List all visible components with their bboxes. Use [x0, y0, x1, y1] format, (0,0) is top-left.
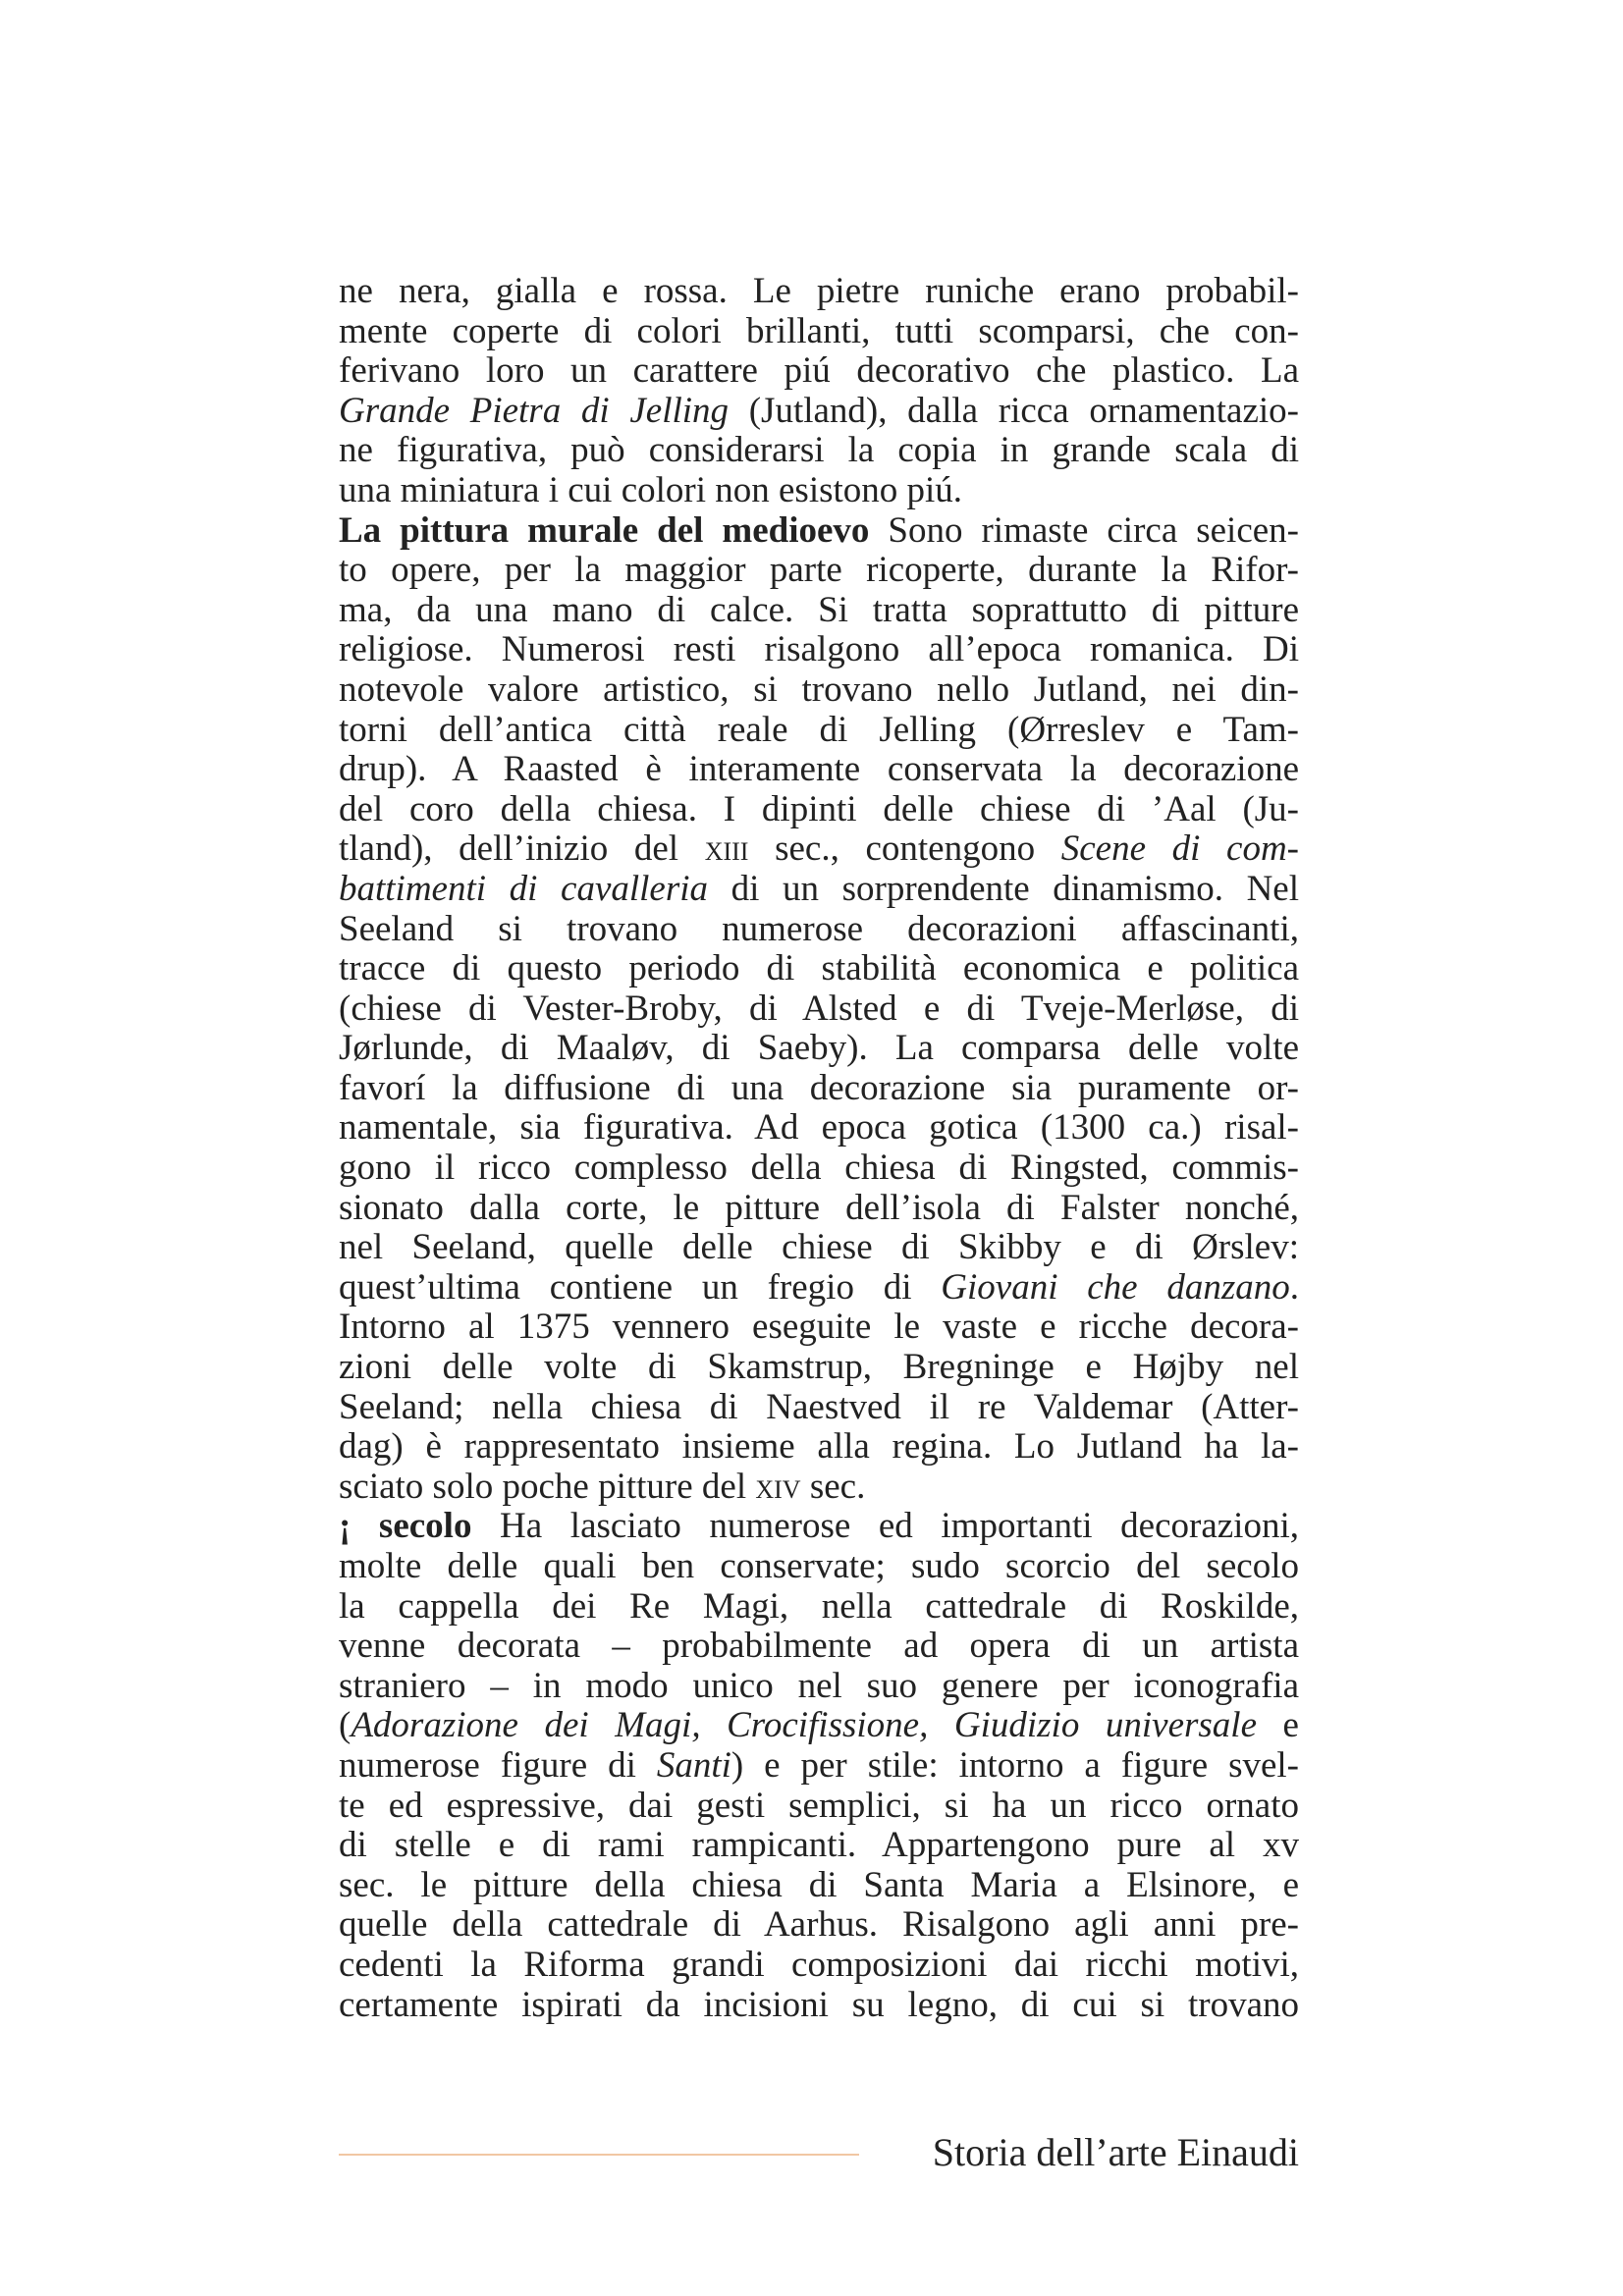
text-segment: del coro della chiesa. I dipinti delle chiese di ’Aal (Ju- — [339, 788, 1299, 829]
text-line — [339, 1468, 1299, 1508]
text-segment: sec. le pitture della chiesa di Santa Maria a Elsinore, e — [339, 1864, 1299, 1905]
text-line — [339, 750, 1299, 790]
text-segment: gono il ricco complesso della chiesa di Ringsted, commis- — [339, 1148, 1299, 1189]
text-segment: Sono rimaste circa seicen- — [869, 509, 1299, 551]
text-line — [339, 1826, 1299, 1866]
text-segment: religiose. Numerosi resti risalgono all’epoca romanica. Di — [339, 629, 1299, 670]
text-line — [339, 591, 1299, 631]
text-line — [339, 511, 1299, 552]
text-line — [339, 1507, 1299, 1547]
text-segment: favorí la diffusione di una decorazione sia puramente or- — [339, 1067, 1299, 1108]
text-segment: Jørlunde, di Maaløv, di Saeby). La comparsa delle volte — [339, 1028, 1299, 1069]
text-segment: cedenti la Riforma grandi composizioni dai ricchi motivi, — [339, 1944, 1299, 1985]
text-segment: ne nera, gialla e rossa. Le pietre runiche erano probabil- — [339, 271, 1299, 311]
text-line — [339, 1348, 1299, 1388]
text-segment: ( — [339, 1705, 352, 1746]
text-segment: quest’ultima contiene un fregio di — [339, 1266, 942, 1308]
text-segment: di un sorprendente dinamismo. Nel — [708, 868, 1300, 909]
text-segment: una miniatura i cui colori non esistono piú. — [339, 469, 963, 510]
text-segment: sec. — [800, 1466, 866, 1507]
text-line — [339, 1905, 1299, 1946]
text-line — [339, 790, 1299, 830]
text-line — [339, 1706, 1299, 1746]
text-segment: Intorno al 1375 vennero eseguite le vaste e ricche decora- — [339, 1307, 1299, 1348]
text-line — [339, 1268, 1299, 1308]
text-segment: quelle della cattedrale di Aarhus. Risalgono agli anni pre- — [339, 1904, 1299, 1946]
text-segment: e — [1257, 1705, 1299, 1746]
text-line — [339, 1148, 1299, 1189]
text-line — [339, 949, 1299, 989]
text-segment: Scene di com- — [1060, 828, 1299, 870]
text-segment: Grande Pietra di Jelling — [339, 390, 730, 431]
text-line — [339, 392, 1299, 432]
text-segment: ) e per stile: intorno a figure svel- — [730, 1744, 1299, 1786]
text-segment: to opere, per la maggior parte ricoperte, durante la Rifor- — [339, 550, 1299, 591]
text-line — [339, 1746, 1299, 1787]
text-segment: certamente ispirati da incisioni su legno, di cui si trovano — [339, 1984, 1299, 2025]
text-segment: zioni delle volte di Skamstrup, Bregninge e Højby nel — [339, 1347, 1299, 1388]
text-segment: dag) è rappresentato insieme alla regina. Lo Jutland ha la- — [339, 1426, 1299, 1468]
text-segment: Seeland; nella chiesa di Naestved il re Valdemar (Atter- — [339, 1386, 1299, 1427]
text-line — [339, 670, 1299, 711]
text-line — [339, 551, 1299, 591]
text-segment: (Jutland), dalla ricca ornamentazio- — [729, 390, 1299, 431]
section-heading: ¡ secolo — [339, 1506, 472, 1547]
text-segment: xiv — [755, 1466, 801, 1507]
text-segment: te ed espressive, dai gesti semplici, si ha un ricco ornato — [339, 1785, 1299, 1826]
text-line — [339, 431, 1299, 471]
text-segment: (chiese di Vester-Broby, di Alsted e di Tveje-Merløse, di — [339, 988, 1299, 1029]
text-segment: venne decorata – probabilmente ad opera di un artista — [339, 1626, 1299, 1667]
text-segment: tland), dell’inizio del — [339, 828, 705, 870]
text-segment: ne figurativa, può considerarsi la copia in grande scala di — [339, 430, 1299, 471]
text-segment: numerose figure di — [339, 1744, 657, 1786]
text-segment: sec., contengono — [748, 828, 1061, 870]
body-text — [339, 272, 1299, 2025]
text-segment: Seeland si trovano numerose decorazioni affascinanti, — [339, 908, 1299, 949]
text-line — [339, 1308, 1299, 1348]
text-line — [339, 1986, 1299, 2026]
text-line — [339, 829, 1299, 870]
text-line — [339, 1587, 1299, 1628]
text-line — [339, 1069, 1299, 1109]
text-segment: drup). A Raasted è interamente conservata la decorazione — [339, 749, 1299, 790]
text-line — [339, 711, 1299, 751]
text-line — [339, 1427, 1299, 1468]
text-segment: la cappella dei Re Magi, nella cattedrale di Roskilde, — [339, 1585, 1299, 1627]
text-segment: battimenti di cavalleria — [339, 868, 709, 909]
text-line — [339, 312, 1299, 352]
text-segment: straniero – in modo unico nel suo genere per iconografia — [339, 1665, 1299, 1706]
text-line — [339, 910, 1299, 950]
text-segment: namentale, sia figurativa. Ad epoca gotica (1300 ca.) risal- — [339, 1107, 1299, 1148]
text-segment: notevole valore artistico, si trovano nello Jutland, nei din- — [339, 668, 1299, 710]
text-line — [339, 1866, 1299, 1906]
text-line — [339, 1667, 1299, 1707]
text-segment: sionato dalla corte, le pitture dell’isola di Falster nonché, — [339, 1187, 1299, 1228]
text-line — [339, 989, 1299, 1030]
footer-rule — [339, 2154, 859, 2156]
section-heading: La pittura murale del medioevo — [339, 509, 870, 551]
text-line — [339, 351, 1299, 392]
text-line — [339, 1787, 1299, 1827]
text-segment: di stelle e di rami rampicanti. Appartengono pure al xv — [339, 1825, 1299, 1866]
text-segment: Adorazione dei Magi, Crocifissione, Giudizio universale — [351, 1705, 1258, 1746]
text-line — [339, 1228, 1299, 1268]
text-line — [339, 1029, 1299, 1069]
text-segment: xiii — [704, 828, 749, 870]
text-line — [339, 1547, 1299, 1587]
text-segment: mente coperte di colori brillanti, tutti scomparsi, che con- — [339, 310, 1299, 351]
text-line — [339, 1108, 1299, 1148]
text-segment: Santi — [656, 1744, 731, 1786]
text-segment: tracce di questo periodo di stabilità economica e politica — [339, 948, 1299, 989]
text-segment: torni dell’antica città reale di Jelling (Ørreslev e Tam- — [339, 709, 1299, 750]
text-segment: sciato solo poche pitture del — [339, 1466, 756, 1507]
text-segment: . — [1289, 1266, 1299, 1308]
text-line — [339, 870, 1299, 910]
footer-title: Storia dell’arte Einaudi — [932, 2130, 1299, 2174]
text-line — [339, 1627, 1299, 1667]
text-segment: nel Seeland, quelle delle chiese di Skibby e di Ørslev: — [339, 1227, 1299, 1268]
text-line — [339, 272, 1299, 312]
text-segment: ferivano loro un carattere piú decorativo che plastico. La — [339, 350, 1299, 392]
text-segment: molte delle quali ben conservate; sudo scorcio del secolo — [339, 1546, 1299, 1586]
text-segment: ma, da una mano di calce. Si tratta soprattutto di pitture — [339, 589, 1299, 630]
text-segment: Ha lasciato numerose ed importanti decorazioni, — [471, 1506, 1299, 1547]
text-segment: Giovani che danzano — [941, 1266, 1290, 1308]
text-line — [339, 1388, 1299, 1428]
text-line — [339, 1946, 1299, 1986]
text-line — [339, 630, 1299, 670]
text-line — [339, 471, 1299, 511]
text-line — [339, 1189, 1299, 1229]
